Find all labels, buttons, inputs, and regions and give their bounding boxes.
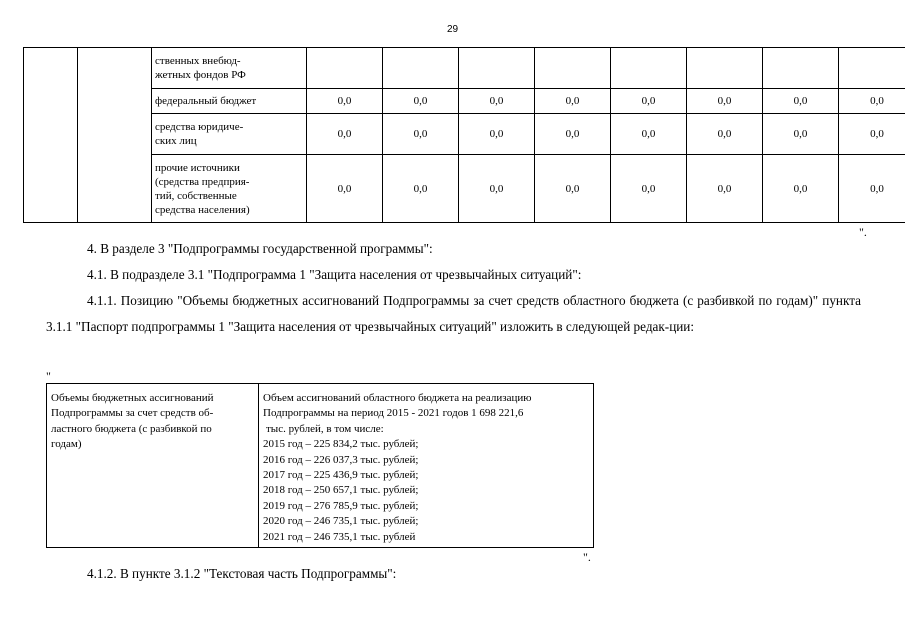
cell-line: тыс. рублей, в том числе:	[266, 422, 384, 435]
source-line: средства юридиче-	[155, 121, 244, 133]
value-cell: 0,0	[763, 114, 839, 155]
cell-line: ластного бюджета (с разбивкой по	[51, 422, 212, 435]
merged-cell	[24, 48, 78, 223]
paragraph-position-4-1-1: 4.1.1. Позицию "Объемы бюджетных ассигнований Подпрограммы за счет средств областного бюджета (с разбивкой по годам)" пункта 3.1.1 "Паспорт подпрограммы 1 "Защита населения от чрезвычайных ситуаций" изложить в следующей редак-ции:	[46, 293, 861, 334]
cell-line: Подпрограммы за счет средств об-	[51, 407, 214, 420]
cell-line: 2017 год – 225 436,9 тыс. рублей;	[263, 469, 419, 482]
value-cell: 0,0	[535, 114, 611, 155]
source-line: ских лиц	[155, 135, 197, 147]
cell-line: 2015 год – 225 834,2 тыс. рублей;	[263, 438, 419, 451]
value-cell: 0,0	[611, 89, 687, 114]
paragraph-item-4-1-2: 4.1.2. В пункте 3.1.2 "Текстовая часть Подпрограммы":	[87, 566, 397, 581]
value-cell: 0,0	[383, 155, 459, 223]
cell-line: 2021 год – 246 735,1 тыс. рублей	[263, 530, 416, 543]
value-cell: 0,0	[611, 155, 687, 223]
cell-line: 2020 год – 246 735,1 тыс. рублей;	[263, 515, 419, 528]
table-row	[47, 384, 594, 548]
value-cell: 0,0	[763, 155, 839, 223]
cell-line: Объемы бюджетных ассигнований	[51, 392, 214, 404]
value-cell: 0,0	[611, 114, 687, 155]
source-line: федеральный бюджет	[155, 95, 257, 107]
source-cell	[152, 48, 307, 89]
budget-label-cell	[47, 384, 259, 548]
value-cell: 0,0	[839, 89, 905, 114]
value-cell: 0,0	[307, 114, 383, 155]
paragraph-section-3: 4. В разделе 3 "Подпрограммы государственной программы":	[87, 241, 433, 256]
source-line: (средства предприя-	[155, 175, 250, 188]
source-line: прочие источники	[155, 161, 240, 174]
source-line: тий, собственные	[155, 189, 237, 202]
value-cell: 0,0	[383, 89, 459, 114]
value-cell: 0,0	[383, 114, 459, 155]
cell-line: Объем ассигнований областного бюджета на реализацию	[263, 392, 532, 404]
opening-quote: "	[46, 369, 51, 383]
value-cell: 0,0	[535, 155, 611, 223]
table-row	[24, 48, 905, 89]
value-cell: 0,0	[687, 155, 763, 223]
value-cell	[383, 48, 459, 89]
value-cell	[535, 48, 611, 89]
cell-line: 2018 год – 250 657,1 тыс. рублей;	[263, 484, 419, 497]
value-cell	[459, 48, 535, 89]
cell-line: 2019 год – 276 785,9 тыс. рублей;	[263, 499, 419, 512]
source-cell	[152, 114, 307, 155]
source-cell	[152, 155, 307, 223]
cell-line: 2016 год – 226 037,3 тыс. рублей;	[263, 453, 419, 466]
budget-value-cell	[259, 384, 594, 548]
value-cell	[307, 48, 383, 89]
funding-sources-table	[23, 47, 905, 223]
value-cell: 0,0	[307, 89, 383, 114]
merged-cell	[78, 48, 152, 223]
value-cell	[839, 48, 905, 89]
value-cell: 0,0	[839, 155, 905, 223]
value-cell: 0,0	[839, 114, 905, 155]
closing-quote: ".	[583, 550, 591, 564]
value-cell: 0,0	[459, 155, 535, 223]
source-cell	[152, 89, 307, 114]
value-cell: 0,0	[687, 89, 763, 114]
value-cell: 0,0	[535, 89, 611, 114]
budget-allocation-table	[46, 383, 594, 548]
cell-line: Подпрограммы на период 2015 - 2021 годов 1 698 221,6	[263, 407, 524, 420]
source-line: жетных фондов РФ	[155, 69, 246, 81]
value-cell: 0,0	[687, 114, 763, 155]
value-cell	[611, 48, 687, 89]
closing-quote: ".	[859, 225, 867, 239]
value-cell: 0,0	[459, 114, 535, 155]
source-line: ственных внебюд-	[155, 55, 241, 67]
source-line: средства населения)	[155, 203, 250, 216]
value-cell: 0,0	[307, 155, 383, 223]
value-cell: 0,0	[459, 89, 535, 114]
table-row	[24, 89, 905, 114]
value-cell	[763, 48, 839, 89]
paragraph-subsection-3-1: 4.1. В подразделе 3.1 "Подпрограмма 1 "Защита населения от чрезвычайных ситуаций":	[87, 267, 582, 282]
value-cell: 0,0	[763, 89, 839, 114]
page-number: 29	[446, 24, 459, 35]
cell-line: годам)	[51, 438, 82, 451]
table-row	[24, 155, 905, 223]
value-cell	[687, 48, 763, 89]
table-row	[24, 114, 905, 155]
